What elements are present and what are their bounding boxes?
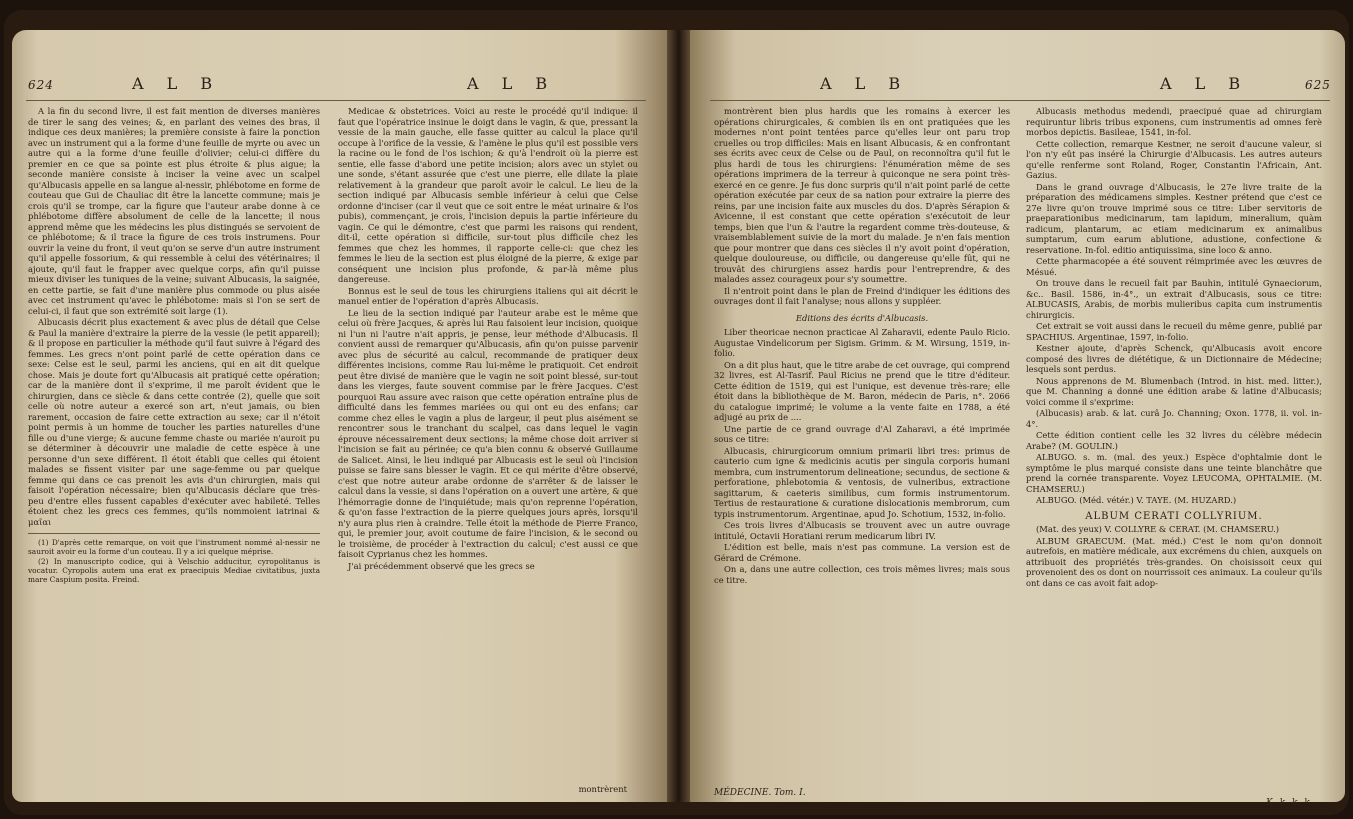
paragraph: Il n'entroit point dans le plan de Freind d'indiquer les éditions des ouvrages dont il fait l'analyse; nous allons y suppléer. [714, 285, 1010, 306]
paragraph: Medicae & obstetrices. Voici au reste le procédé qu'il indique: il faut que l'opératrice insinue le doigt dans le vagin, & que, pressant la vessie de la main gauche, elle fasse quitter au calcul la place qu'il occupe à l'orifice de la vessie, & l'amène le plus qu'il est possible vers la racine ou le fond de l'os ischion; & qu'à l'endroit où la pierre est sentie, elle fasse d'abord une petite incision; alors avec un stylet ou une sonde, s'étant assurée que c'est une pierre, elle dilate la plaie relativement à la grandeur que paroît avoir le calcul. Le lieu de la section indiqué par Albucasis semble inférieur à celui que Celse ordonne d'inciser (car il veut que ce soit entre le méat urinaire & l'os pubis), commençant, je crois, l'incision depuis la partie inférieure du vagin. Ce qui le démontre, c'est que parmi les raisons qui rendent, dit-il, cette opération si difficile, sur-tout plus difficile chez les femmes que chez les hommes, il rapporte celle-ci: que chez les femmes le lieu de la section est plus éloigné de la pierre, & exige par conséquent une incision plus profonde, & par-là même plus dangereuse. [338, 106, 638, 284]
entry-title: ALBUM CERATI COLLYRIUM. [1085, 510, 1263, 522]
paragraph: J'ai précédemment observé que les grecs se [348, 560, 535, 571]
section-title: Editions des écrits d'Albucasis. [795, 312, 929, 323]
paragraph: (Mat. des yeux) V. COLLYRE & CERAT. (M. CHAMSERU.) [1036, 524, 1280, 534]
footnotes [28, 533, 320, 584]
right-running-head [690, 74, 1345, 100]
paragraph: Cet extrait se voit aussi dans le recueil du même genre, publié par SPACHIUS. Argentinae, 1597, in-folio. [1026, 321, 1322, 342]
paragraph: Albucasis methodus medendi, praecipué quae ad chirurgiam requiruntur libris tribus exponens, cum instrumentis ad omnes ferè morbos depictis. Basileae, 1541, in-fol. [1026, 106, 1322, 137]
footnote: (2) In manuscripto codice, qui à Velschio adducitur, cyropolitanus is vocatur. Cyropolis autem una erat ex praecipuis Mediae civitatibus, juxta mare Caspium posita. Freind. [28, 557, 320, 584]
paragraph: (Albucasis) arab. & lat. curâ Jo. Channing; Oxon. 1778, ii. vol. in-4°. [1026, 408, 1322, 429]
page-footer [714, 788, 1010, 799]
paragraph: Albucasis décrit plus exactement & avec plus de détail que Celse & Paul la manière d'extraire la pierre de la vessie (le petit appareil); & il propose en particulier la méthode qu'il faut suivre à l'égard des femmes. Les grecs n'ont point parlé de cette opération dans ce sexe: Celse est le seul, parmi les anciens, qui en ait dit quelque chose. Mais je doute fort qu'Albucasis ait pratiqué cette opération; car de la manière dont il s'exprime, il me paroît évident que le chirurgien, dans ce siècle & dans cette contrée (2), quelle que soit celle où notre auteur a exercé son art, n'eut jamais, ou bien rarement, occasion de faire cette extraction au sexe; car il n'étoit point permis à un homme de toucher les parties naturelles d'une fille ou d'une vierge; & aucune femme chaste ou mariée n'auroit pu se déterminer à découvrir une maladie de cette espèce à une personne d'un sexe différent. Il étoit établi que celles qui étoient malades se fissent visiter par une sage-femme ou par quelque femme qui dans ce cas prenoit les avis d'un chirurgien, mais qui faisoit l'opération nécessaire; bien qu'Albucasis déclare que très-peu d'entre elles fussent capables d'exécuter avec habileté. Telles étoient chez les grecs ces femmes, qu'ils nommoient iatrinai & μαῖαι [28, 317, 320, 527]
right-page-number: 625 [1305, 78, 1331, 92]
right-column-2 [1026, 106, 1322, 808]
paragraph: Une partie de ce grand ouvrage d'Al Zaharavi, a été imprimée sous ce titre: [714, 423, 1010, 444]
right-column-1 [714, 106, 1010, 798]
right-head-word-2: A L B [1160, 74, 1250, 93]
paragraph: ALBUGO. (Méd. vétér.) V. TAYE. (M. HUZARD.) [1036, 495, 1237, 505]
left-column-1 [28, 106, 320, 796]
open-book [4, 10, 1349, 815]
paragraph: Dans le grand ouvrage d'Albucasis, le 27e livre traite de la préparation des médicamens simples. Kestner prétend que c'est ce 27e livre qu'on trouve imprimé sous ce titre: Liber servitoris de praeparationibus medicinarum, tam lapidum, mineralium, quàm radicum, plantarum, ac etiam medicinarum ex animalibus sumptarum, cum earum ablutione, adustione, confectione & reservatione. In-fol. editio antiquissima, sine loco & anno. [1026, 181, 1322, 255]
paragraph: On a, dans une autre collection, ces trois mêmes livres; mais sous ce titre. [714, 564, 1010, 585]
paragraph: Nous apprenons de M. Blumenbach (Introd. in hist. med. litter.), que M. Channing a donné une édition arabe & latine d'Albucasis; voici comme il s'exprime: [1026, 375, 1322, 407]
left-running-head [12, 74, 667, 100]
left-head-word-2: A L B [467, 74, 557, 93]
paragraph: A la fin du second livre, il est fait mention de diverses manières de tirer le sang des veines; &, en parlant des veines des bras, il indique ces deux manières; la première consiste à faire la ponction avec un instrument qui a la forme d'une feuille de myrte ou avec un autre qui a la forme d'une feuille d'olivier; celui-ci diffère du premier en ce que sa pointe est plus étroite & plus aigue; la seconde manière consiste à inciser la veine avec un scalpel qu'Albucasis appelle en sa langue al-nessir, phlébotome en forme de couteau que Gui de Chauliac dit être la lancette commune; mais je crois qu'il se trompe, car la figure que l'auteur arabe donne à ce phlébotome diffère absolument de celle de la lancette; il nous apprend même que les médecins les plus distingués se servoient de ce phlébotome; & il trace la figure de ces trois instrumens. Pour ouvrir la veine du front, il veut qu'on se serve d'un autre instrument qu'il appelle fossorium, & qui ressemble à celui des vétérinaires; il ajoute, qu'il faut le frapper avec quelque corps, afin qu'il puisse mieux diviser les tuniques de la veine; suivant Albucasis, la saignée, en cette partie, se fait d'une manière plus commode ou plus aisée avec cet instrument qu'avec le phlébotome: mais si l'on se sert de celui-ci, il faut que son extrémité soit large (1). [28, 106, 320, 316]
book-gutter [667, 30, 690, 802]
paragraph: L'édition est belle, mais n'est pas commune. La version est de Gérard de Crémone. [714, 542, 1010, 563]
paragraph: montrèrent bien plus hardis que les romains à exercer les opérations chirurgicales, & combien ils en ont pratiquées que les modernes n'ont point tentées parce qu'elles leur ont paru trop cruelles ou trop difficiles: Mais en lisant Albucasis, & en confrontant ses écrits avec ceux de Celse ou de Paul, on reconnoîtra qu'il fut le plus hardi de tous les chirurgiens: l'énumération même de ses opérations imprimera de la terreur à quiconque ne sera point très-exercé en ce genre. Je fus donc surpris qu'il n'ait point parlé de cette opération exécutée par ceux de sa nation pour extraire la pierre des reins, par une incision faite aux muscles du dos. D'après Sérapion & Avicenne, il est constant que cette opération s'exécutoit de leur temps, bien que l'un & l'autre la regardent comme très-douteuse, & vraisemblablement suivie de la mort du malade. Je n'en fais mention que pour montrer que dans ces siècles il n'y avoit point d'opération, quelque douloureuse, ou difficile, ou dangereuse qu'elle fût, qui ne trouvât des chirurgiens assez hardis pour l'entreprendre, & des malades assez courageux pour s'y soumettre. [714, 106, 1010, 284]
paragraph: On trouve dans le recueil fait par Bauhin, intitulé Gynaeciorum, &c.. Basil. 1586, in-4°., un extrait d'Albucasis, sous ce titre: ALBUCASIS, Arabis, de morbis mulieribus capita cum instrumentis chirurgicis. [1026, 278, 1322, 320]
left-head-word-1: A L B [132, 74, 222, 93]
left-page [12, 30, 667, 802]
right-head-rule [710, 100, 1330, 101]
signature-mark: K k k k [1266, 798, 1312, 808]
left-head-rule [26, 100, 646, 101]
left-page-number: 624 [28, 78, 54, 92]
footer-volume: MÉDECINE. Tom. I. [714, 787, 806, 798]
paragraph: Liber theoricae necnon practicae Al Zaharavii, edente Paulo Ricio. Augustae Vindelicorum per Sigism. Grimm. & M. Wirsung, 1519, in-folio. [714, 327, 1010, 358]
paragraph: Kestner ajoute, d'après Schenck, qu'Albucasis avoit encore composé des livres de diététique, & un Dictionnaire de Médecine; lesquels sont perdus. [1026, 343, 1322, 374]
paragraph: Ces trois livres d'Albucasis se trouvent avec un autre ouvrage intitulé, Octavii Horatiani rerum medicarum libri IV. [714, 520, 1010, 541]
footnote: (1) D'après cette remarque, on voit que l'instrument nommé al-nessir ne sauroit avoir eu la forme d'un couteau. Il y a ici quelque méprise. [28, 538, 320, 556]
paragraph: Cette pharmacopée a été souvent réimprimée avec les œuvres de Mésué. [1026, 256, 1322, 277]
catchword: montrèrent [578, 784, 627, 794]
paragraph: Cette collection, remarque Kestner, ne seroit d'aucune valeur, si l'on n'y eût pas inséré la Chirurgie d'Albucasis. Les autres auteurs qu'elle renferme sont Roland, Roger, Constantin l'Africain, Ant. Gazius. [1026, 138, 1322, 180]
paragraph: Albucasis, chirurgicorum omnium primarii libri tres: primus de cauterio cum igne & medicinis acutis per singula corporis humani membra, cum instrumentorum delineatione; secundus, de sectione & perforatione, phlebotomia & ventosis, de vulneribus, extractione sagittarum, & caeteris similibus, cum formis instrumentorum. Tertius de restauratione & curatione dislocationis membrorum, cum typis instrumentorum. Argentinae, apud Jo. Schotium, 1532, in-folio. [714, 445, 1010, 519]
paragraph: On a dit plus haut, que le titre arabe de cet ouvrage, qui comprend 32 livres, est Al-Tasrif. Paul Ricius ne prend que le titre d'éditeur. Cette édition de 1519, qui est l'unique, est devenue très-rare; elle étoit dans la bibliothèque de M. Baron, médecin de Paris, n°. 2066 du catalogue imprimé; le volume a la vente faite en 1788, a été adjugé au prix de .... [714, 359, 1010, 422]
paragraph: Bonnus est le seul de tous les chirurgiens italiens qui ait décrit le manuel entier de l'opération d'après Albucasis. [338, 285, 638, 306]
paragraph: Le lieu de la section indiqué par l'auteur arabe est le même que celui où frère Jacques, & après lui Rau faisoient leur incision, quoique ni l'un ni l'autre n'ait appris, je pense, leur méthode d'Albucasis. Il convient aussi de remarquer qu'Albucasis, afin qu'on puisse parvenir avec plus de sécurité au calcul, recommande de pratiquer deux différentes incisions, comme Rau lui-même le pratiquoit. Cet endroit peut être divisé de manière que le vagin ne soit point blessé, sur-tout dans les vierges, faute souvent commise par le frère Jacques. C'est pourquoi Rau assure avec raison que cette opération entraîne plus de difficulté dans les femmes mariées ou qui ont eu des enfans; car comme chez elles le vagin a plus de largeur, il peut plus aisément se rencontrer sous le tranchant du scalpel, cas dans lequel le vagin éprouve nécessairement deux sections; la même chose doit arriver si l'incision se fait au périnée; ce qu'a bien connu & observé Guillaume de Salicet. Ainsi, le lieu indiqué par Albucasis est le seul où l'incision puisse se faire sans blesser le vagin. Et ce qui mérite d'être observé, c'est que notre auteur arabe ordonne de s'arrêter & de laisser le calcul dans la vessie, si dans l'opération on a ouvert une artère, & que l'hémorragie donne de l'inquiétude; mais qu'on reprenne l'opération, & qu'on fasse l'extraction de la pierre quelques jours après, lorsqu'il n'y aura plus rien à craindre. Telle étoit la méthode de Pierre Franco, qui, le premier jour, avoit coutume de faire l'incision, & le second ou le troisième, de procéder à l'extraction du calcul; c'est aussi ce que faisoit Cyprianus chez les hommes. [338, 307, 638, 559]
right-head-word-1: A L B [820, 74, 910, 93]
left-column-2 [338, 106, 638, 796]
paragraph: ALBUM GRAECUM. (Mat. méd.) C'est le nom qu'on donnoit autrefois, en matière médicale, aux excrémens du chien, auxquels on attribuoit des propriétés très-grandes. On choisissoit ceux qui provenoient des os dont on nourrissoit ces animaux. La couleur qu'ils ont dans ce cas avoit fait adop- [1026, 535, 1322, 588]
paragraph: ALBUGO. s. m. (mal. des yeux.) Espèce d'ophtalmie dont le symptôme le plus marqué consiste dans une teinte blanchâtre que prend la cornée transparente. Voyez LEUCOMA, OPHTALMIE. (M. CHAMSERU.) [1026, 452, 1322, 494]
paragraph: Cette édition contient celle les 32 livres du célèbre médecin Arabe? (M. GOULIN.) [1026, 430, 1322, 451]
right-page [690, 30, 1345, 808]
